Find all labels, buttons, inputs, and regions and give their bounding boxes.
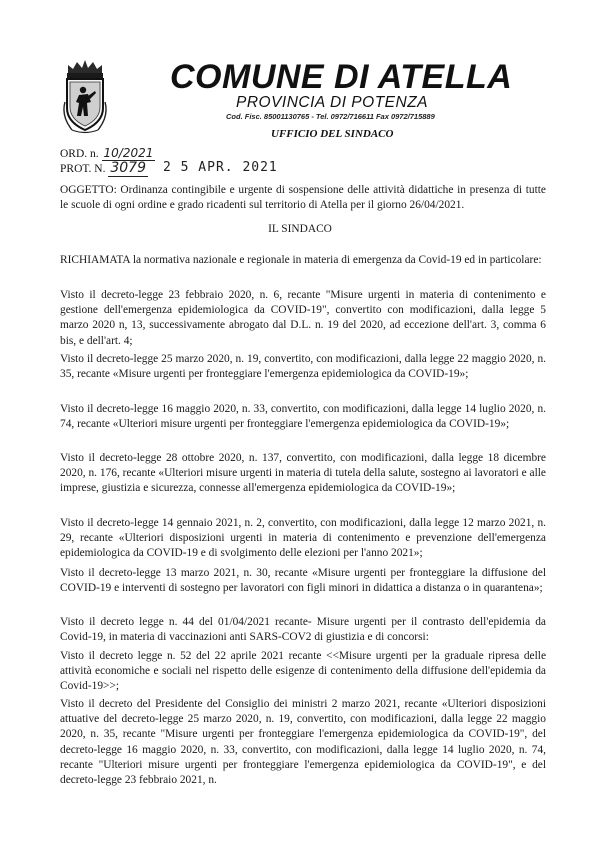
paragraph-dpcm-2-marzo-2021: Visto il decreto del Presidente del Consiglio dei ministri 2 marzo 2021, recante «Ulteriori disposizioni attuative del decreto-legge 25 marzo 2020, n. 19, convertito, con modificazioni, dalla legge 22 maggio 2020, n. 35, recante "Misure urgenti per fronteggiare l'emergenza epidemiologica da COVID-19", del decreto-legge 16 maggio 2020, n. 33, convertito, con modificazioni, dalla legge 14 luglio 2020, n. 74, recante "Ulteriori misure urgenti per fronteggiare l'emergenza epidemiologica da COVID-19", e del decreto-legge 23 febbraio 2021, n. (60, 698, 546, 787)
contact-details: Cod. Fisc. 85001130765 - Tel. 0972/716611 Fax 0972/715889 (226, 112, 435, 121)
paragraph-dl-19-2020: Visto il decreto-legge 25 marzo 2020, n. 19, convertito, con modificazioni, dalla legge 22 maggio 2020, n. 35, recante «Misure urgenti per fronteggiare l'emergenza epidemiologica da COVID-19»; (60, 353, 546, 381)
subject-paragraph: OGGETTO: Ordinanza contingibile e urgente di sospensione delle attività didattiche in presenza di tutte le scuole di ogni ordine e grado ricadenti sul territorio di Atella per il giorno 26/04/2021. (60, 184, 546, 212)
prot-label: PROT. N. (60, 163, 106, 175)
paragraph-richiamata: RICHIAMATA la normativa nazionale e regionale in materia di emergenza da Covid-19 ed in particolare: (60, 254, 542, 266)
paragraph-dl-52-2021: Visto il decreto legge n. 52 del 22 aprile 2021 recante <<Misure urgenti per la graduale ripresa delle attività economiche e sociali nel rispetto delle esigenze di contenimento della diffusione dell'epidemia da Covid-19>>; (60, 650, 546, 693)
paragraph-dl-2-2021: Visto il decreto-legge 14 gennaio 2021, n. 2, convertito, con modificazioni, dalla legge 12 marzo 2021, n. 29, recante «Ulteriori disposizioni urgenti in materia di contenimento e prevenzione dell'emergenza epidemiologica da COVID-19 e di svolgimento delle elezioni per l'anno 2021»; (60, 517, 546, 560)
province-name: PROVINCIA DI POTENZA (236, 94, 429, 111)
municipal-crest-logo (62, 56, 108, 136)
date-stamp: 2 5 APR. 2021 (163, 160, 278, 175)
paragraph-dl-137-2020: Visto il decreto-legge 28 ottobre 2020, n. 137, convertito, con modificazioni, dalla legge 18 dicembre 2020, n. 176, recante «Ulteriori misure urgenti in materia di tutela della salute, sostegno ai lavoratori e alle imprese, giustizia e sicurezza, connesse all'emergenza epidemiologica da COVID-19»; (60, 452, 546, 495)
ord-label: ORD. n. (60, 148, 102, 160)
prot-number-handwritten: 3079 (110, 160, 146, 176)
paragraph-dl-44-2021: Visto il decreto legge n. 44 del 01/04/2021 recante- Misure urgenti per il contrasto dell'epidemia da Covid-19, in materia di vaccinazioni anti SARS-COV2 di giustizia e di concorsi: (60, 616, 546, 644)
ordinance-number (60, 146, 155, 160)
paragraph-dl-30-2021: Visto il decreto-legge 13 marzo 2021, n. 30, recante «Misure urgenti per fronteggiare la diffusione del COVID-19 e interventi di sostegno per lavoratori con figli minori in didattica a distanza o in quarantena»; (60, 567, 546, 595)
protocol-number (60, 160, 148, 176)
mayor-heading: IL SINDACO (268, 223, 332, 235)
paragraph-dl-33-2020: Visto il decreto-legge 16 maggio 2020, n. 33, convertito, con modificazioni, dalla legge 14 luglio 2020, n. 74, recante «Ulteriori misure urgenti per fronteggiare l'emergenza epidemiologica da COVID-19»; (60, 403, 546, 431)
office-name: UFFICIO DEL SINDACO (271, 128, 394, 140)
municipality-title: COMUNE DI ATELLA (170, 58, 513, 96)
ord-number: 10/2021 (103, 146, 154, 160)
paragraph-dl-6-2020: Visto il decreto-legge 23 febbraio 2020, n. 6, recante "Misure urgenti in materia di contenimento e gestione dell'emergenza epidemiologica da COVID-19", convertito con modificazioni, dalla legge 5 marzo 2020 n, 13, successivamente abrogato dal D.L. n. 19 del 2020, ad eccezione dell'art. 3, comma 6 bis, e dell'art. 4; (60, 289, 546, 347)
